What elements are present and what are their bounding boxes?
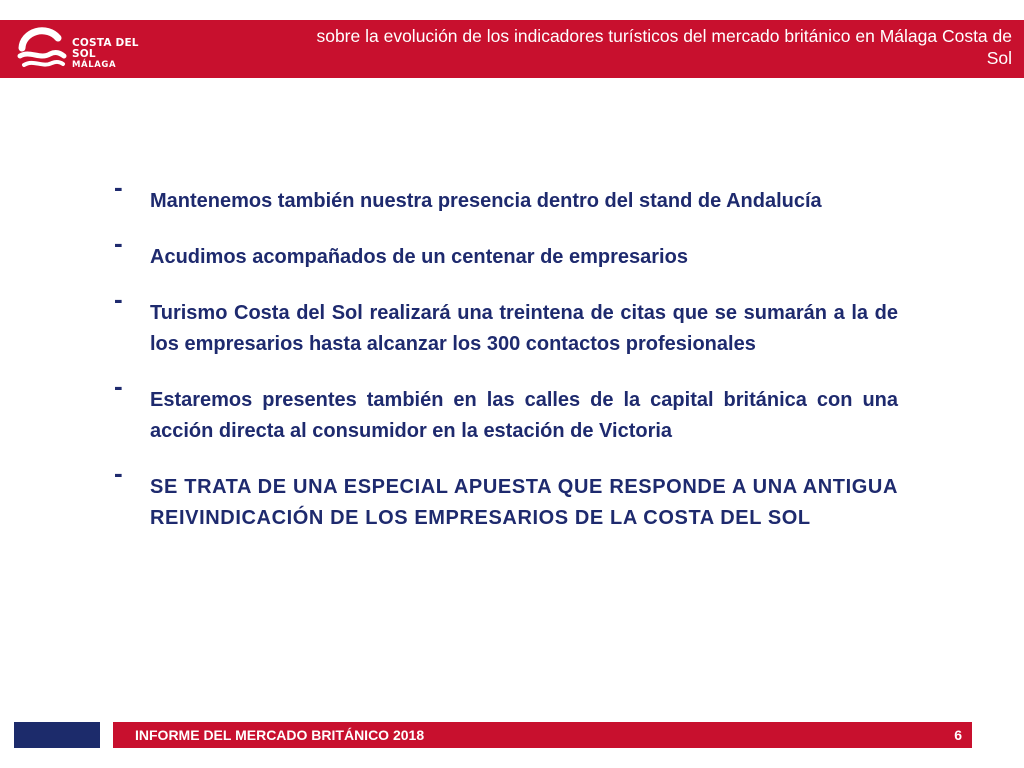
bullet-marker: -: [114, 172, 123, 202]
bullet-item: [112, 172, 898, 217]
costa-del-sol-logo: [14, 26, 164, 72]
bullet-marker: -: [114, 458, 123, 488]
logo-text-line2: MÁLAGA: [72, 60, 117, 70]
bullet-marker: -: [114, 228, 123, 258]
bullet-list: [112, 172, 898, 559]
wave-logo-icon: [14, 26, 68, 72]
bullet-item: [112, 458, 898, 534]
bullet-text: SE TRATA DE UNA ESPECIAL APUESTA QUE RESPONDE A UNA ANTIGUA REIVINDICACIÓN DE LOS EMPRESARIOS DE LA COSTA DEL SOL: [150, 476, 898, 529]
bullet-text: Acudimos acompañados de un centenar de empresarios: [150, 246, 688, 268]
bullet-text: Turismo Costa del Sol realizará una treintena de citas que se sumarán a la de los empresarios hasta alcanzar los 300 contactos profesionales: [150, 302, 898, 355]
bullet-text: Mantenemos también nuestra presencia dentro del stand de Andalucía: [150, 190, 822, 212]
logo-text-line1: COSTA DEL SOL: [72, 37, 139, 60]
bullet-marker: -: [114, 371, 123, 401]
bullet-item: [112, 228, 898, 273]
footer-title: INFORME DEL MERCADO BRITÁNICO 2018: [135, 727, 425, 743]
footer-navy-block: [14, 722, 100, 748]
bullet-marker: -: [114, 284, 123, 314]
footer-bar: [113, 722, 972, 748]
bullet-item: [112, 284, 898, 360]
bullet-text: Estaremos presentes también en las calles de la capital británica con una acción directa al consumidor en la estación de Victoria: [150, 389, 898, 442]
header-title: sobre la evolución de los indicadores turísticos del mercado británico en Málaga Costa de Sol: [316, 26, 1012, 68]
page-number: 6: [954, 727, 962, 743]
header-bar: [0, 20, 1024, 78]
bullet-item: [112, 371, 898, 447]
